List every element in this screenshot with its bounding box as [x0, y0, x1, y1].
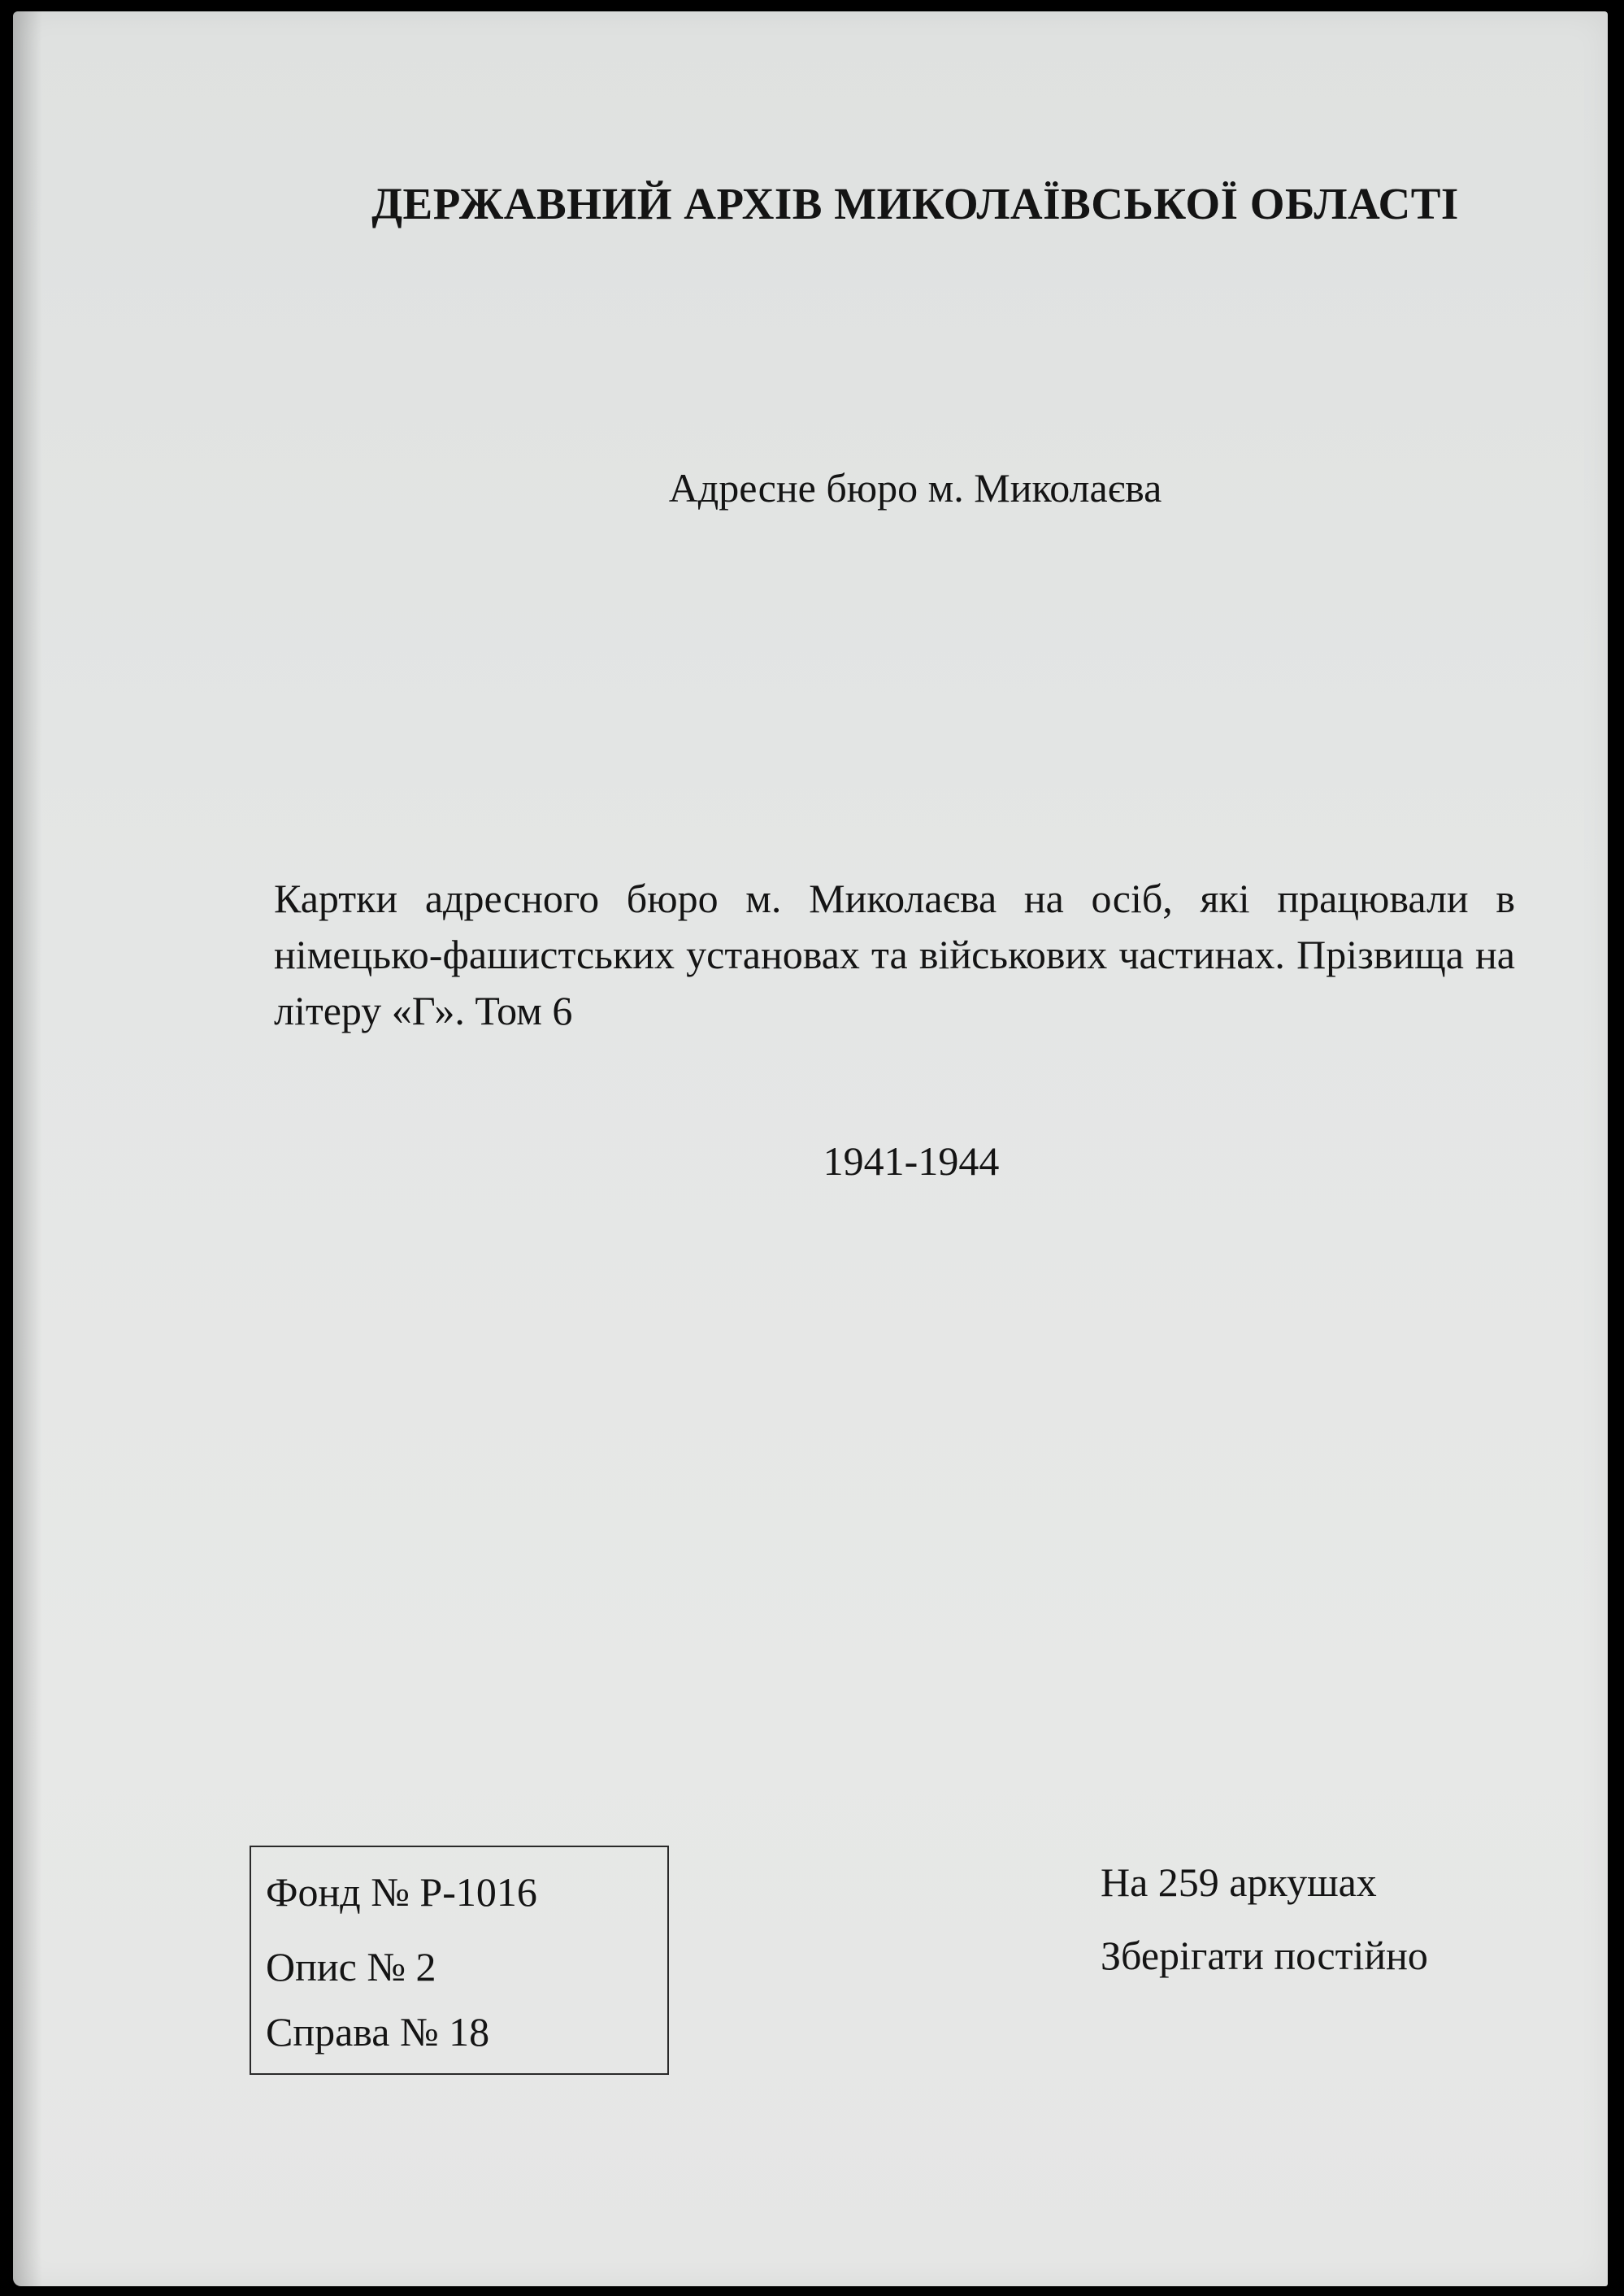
sprava-number: Справа № 18 [266, 2009, 490, 2055]
date-range: 1941-1944 [823, 1138, 1000, 1184]
file-description: Картки адресного бюро м. Миколаєва на осіб, які працювали в німецько-фашистських установах та військових частинах. Прізвища на літеру «Г». Том 6 [274, 876, 1515, 1033]
fund-name: Адресне бюро м. Миколаєва [668, 465, 1162, 511]
opys-number: Опис № 2 [266, 1944, 436, 1989]
storage-term: Зберігати постійно [1101, 1933, 1428, 1978]
sheet-count: На 259 аркушах [1101, 1859, 1377, 1905]
archive-title: ДЕРЖАВНИЙ АРХІВ МИКОЛАЇВСЬКОЇ ОБЛАСТІ [371, 179, 1459, 228]
document-page [13, 11, 1608, 2286]
fond-number: Фонд № Р-1016 [266, 1869, 537, 1915]
archive-reference-box [250, 1846, 669, 2075]
